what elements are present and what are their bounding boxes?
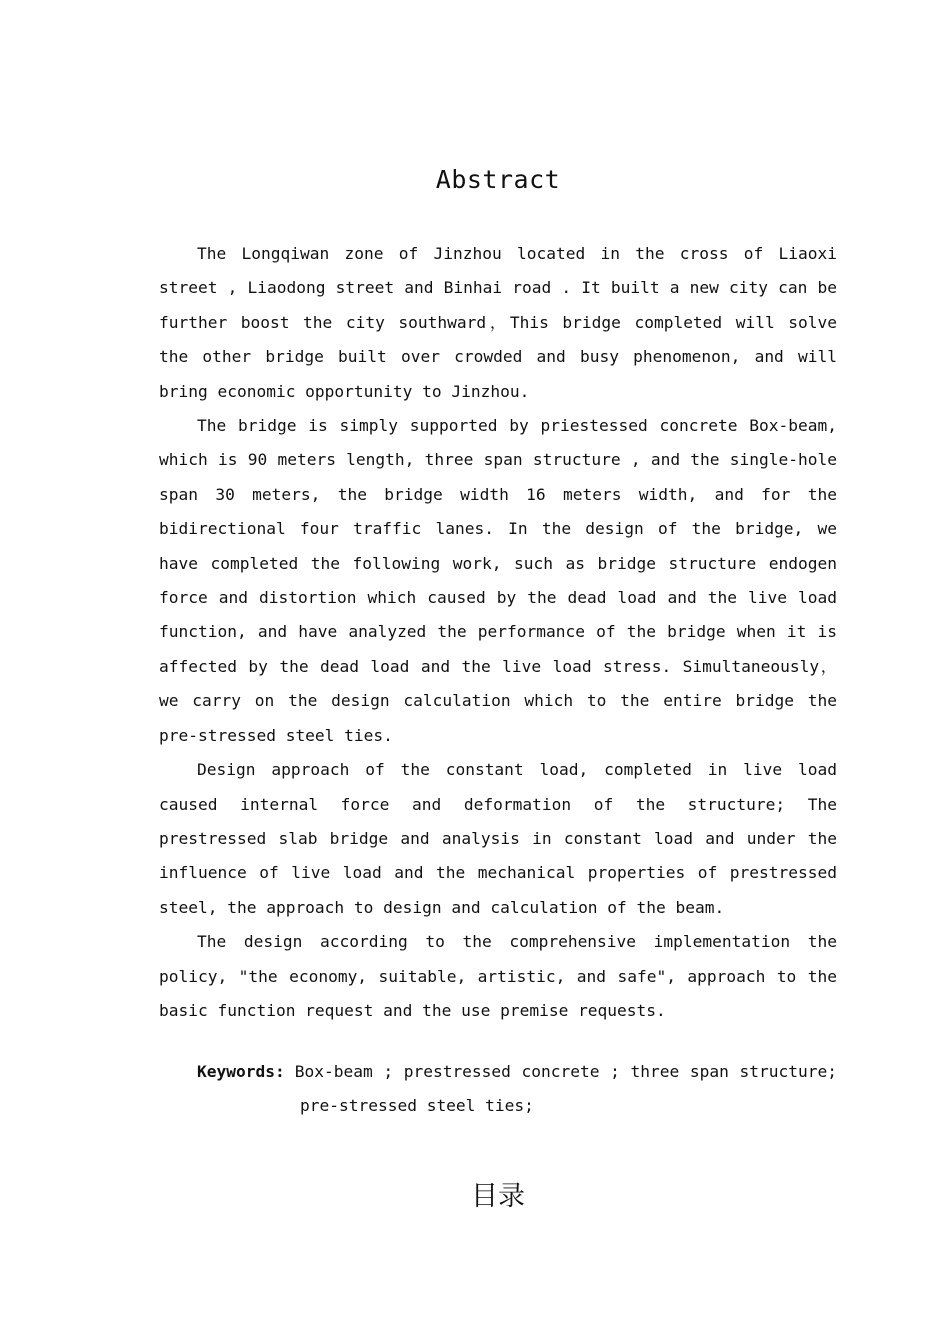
keywords-label: Keywords: xyxy=(197,1062,285,1081)
abstract-title: Abstract xyxy=(435,165,561,194)
abstract-paragraph-3: Design approach of the constant load, completed in live load caused internal force and deformation of the structure; The prestressed slab bridge and analysis in constant load and under the influence of live load and the mechanical properties of prestressed steel, the approach to design and calculation of the beam. xyxy=(159,760,837,917)
abstract-paragraph-1: The Longqiwan zone of Jinzhou located in the cross of Liaoxi street , Liaodong street and Binhai road . It built a new city can be further boost the city southward，This bridge completed will solve the other bridge built over crowded and busy phenomenon, and will bring economic opportunity to Jinzhou. xyxy=(159,244,837,401)
abstract-body xyxy=(159,237,837,1028)
abstract-paragraph-4: The design according to the comprehensive implementation the policy, "the economy, suitable, artistic, and safe", approach to the basic function request and the use premise requests. xyxy=(159,932,837,1020)
abstract-paragraph-2: The bridge is simply supported by priestessed concrete Box-beam, which is 90 meters length, three span structure , and the single-hole span 30 meters, the bridge width 16 meters width, and for the bidirectional four traffic lanes. In the design of the bridge, we have completed the following work, such as bridge structure endogen force and distortion which caused by the dead load and the live load function, and have analyzed the performance of the bridge when it is affected by the dead load and the live load stress. Simultaneously，we carry on the design calculation which to the entire bridge the pre-stressed steel ties. xyxy=(159,416,837,745)
keywords-line-2: pre-stressed steel ties; xyxy=(300,1096,534,1116)
keywords-text-1: Box-beam ; prestressed concrete ; three span structure; xyxy=(294,1062,837,1081)
table-of-contents-title: 目录 xyxy=(471,1181,525,1212)
keywords-block xyxy=(197,1055,837,1124)
keywords-line-1 xyxy=(197,1055,837,1089)
